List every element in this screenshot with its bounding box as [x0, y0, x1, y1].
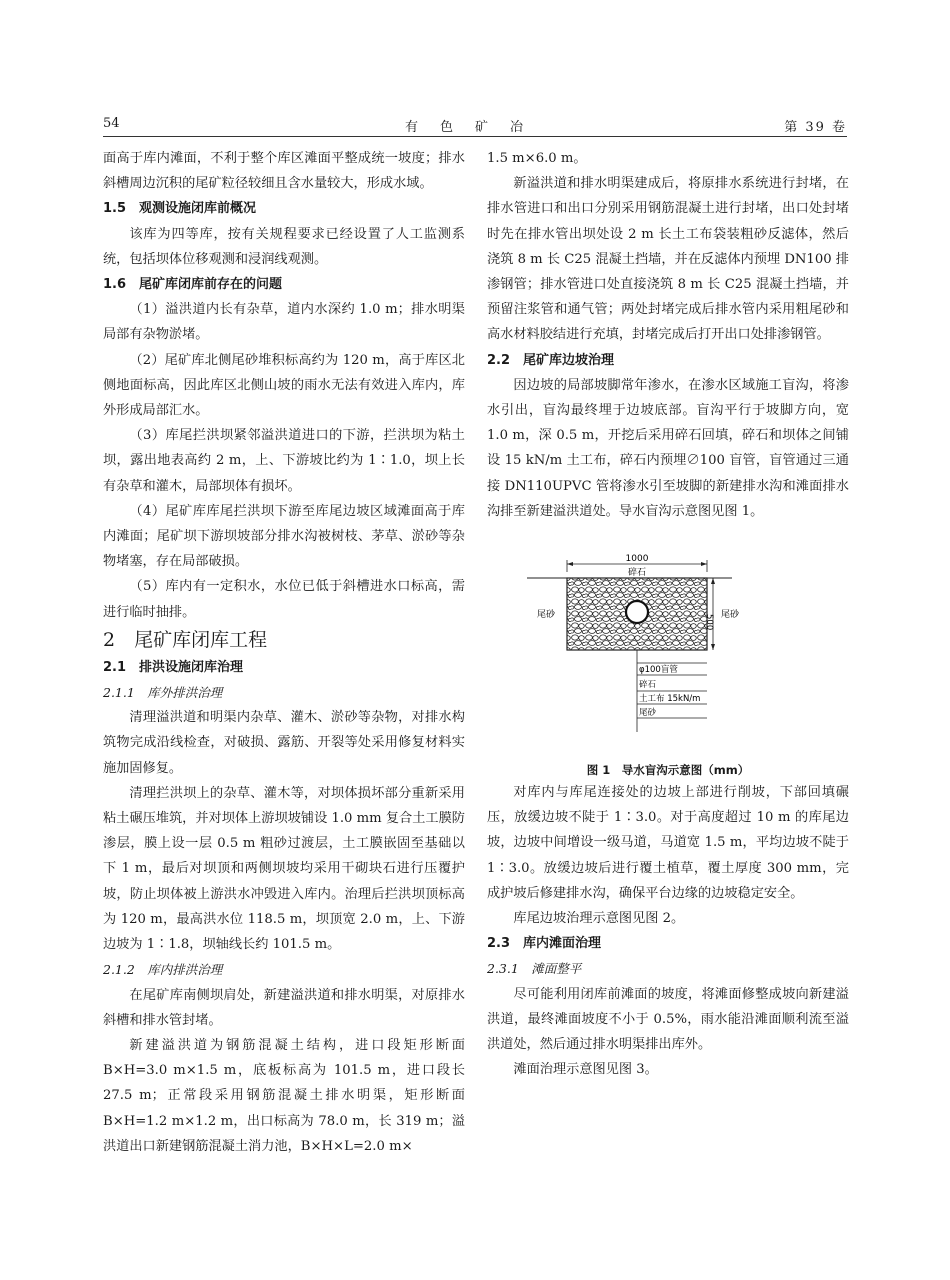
list-item: （2）尾矿库北侧尾砂堆积标高约为 120 m，高于库区北侧地面标高，因此库区北侧山坡的雨水无法有效进入库内，库外形成局部汇水。 — [103, 352, 465, 419]
list-item: （4）尾矿库库尾拦洪坝下游至库尾边坡区域滩面高于库内滩面；尾矿坝下游坝坡部分排水沟被树枝、茅草、淤砂等杂物堵塞，存在局部破损。 — [103, 503, 465, 570]
paragraph: 库尾边坡治理示意图见图 2。 — [513, 911, 685, 927]
gravel-top-label: 碎石 — [627, 568, 647, 579]
paragraph: 该库为四等库，按有关规程要求已经设置了人工监测系统，包括坝体位移观测和浸润线观测。 — [103, 226, 465, 267]
list-item: （1）溢洪道内长有杂草，道内水深约 1.0 m；排水明渠局部有杂物淤堵。 — [103, 302, 465, 343]
paragraph: 因边坡的局部坡脚常年渗水，在渗水区域施工盲沟，将渗水引出，盲沟最终埋于边坡底部。盲沟平行于坡脚方向，宽 1.0 m，深 0.5 m，开挖后采用碎石回填，碎石和坝体之间铺设 15 kN/m 土工布，碎石内预埋∅100 盲管，盲管通过三通接 DN110UPVC 管将渗水引至坡脚的新建排水沟和滩面排水沟排至新建溢洪道处。导水盲沟示意图见图 1。 — [487, 377, 849, 519]
page-number: 54 — [103, 116, 120, 131]
section-heading-2-2: 2.2 尾矿库边坡治理 — [487, 352, 615, 368]
list-item: （5）库内有一定积水，水位已低于斜槽进水口标高，需进行临时抽排。 — [103, 579, 465, 620]
paragraph: 尽可能利用闭库前滩面的坡度，将滩面修整成坡向新建溢洪道，最终滩面坡度不小于 0.5%，雨水能沿滩面顺利流至溢洪道处，然后通过排水明渠排出库外。 — [487, 986, 849, 1053]
blind-ditch-diagram — [487, 550, 849, 760]
journal-title: 有色矿冶 — [404, 120, 545, 135]
legend-blind-pipe: φ100盲管 — [639, 665, 678, 676]
paragraph: 新溢洪道和排水明渠建成后，将原排水系统进行封堵，在排水管进口和出口分别采用钢筋混凝土进行封堵，出口处封堵时先在排水管出坝处设 2 m 长土工布袋装粗砂反滤体，然后浇筑 8 m 长 C25 混凝土挡墙，并在反滤体内预埋 DN100 排渗钢管；排水管进口处直接浇筑 8 m 长 C25 混凝土挡墙，并预留注浆管和通气管；两处封堵完成后排水管内采用粗尾砂和高水材料胶结进行充填，封堵完成后打开出口处排渗钢管。 — [487, 176, 849, 343]
section-heading-1-5: 1.5 观测设施闭库前概况 — [103, 201, 257, 217]
page-header — [103, 114, 847, 137]
subsection-heading-2-1-2: 2.1.2 库内排洪治理 — [103, 962, 223, 978]
section-heading-1-6: 1.6 尾矿库闭库前存在的问题 — [103, 277, 283, 293]
right-tailings-label: 尾砂 — [721, 610, 740, 621]
paragraph: 面高于库内滩面，不利于整个库区滩面平整成统一坡度；排水斜槽周边沉积的尾矿粒径较细且含水量较大，形成水域。 — [103, 151, 465, 192]
list-item: （3）库尾拦洪坝紧邻溢洪道进口的下游，拦洪坝为粘土坝，露出地表高约 2 m，上、下游坡比约为 1∶1.0，坝上长有杂草和灌木，局部坝体有损坏。 — [103, 428, 465, 494]
legend-geotextile: 土工布 15kN/m — [639, 694, 701, 705]
chapter-heading-2: 2 尾矿库闭库工程 — [103, 628, 268, 651]
right-column — [487, 146, 849, 1082]
subsection-heading-2-1-1: 2.1.1 库外排洪治理 — [103, 685, 223, 701]
legend-tailings: 尾砂 — [639, 708, 657, 719]
left-tailings-label: 尾砂 — [537, 610, 556, 621]
paragraph: 新建溢洪道为钢筋混凝土结构，进口段矩形断面 B×H=3.0 m×1.5 m，底板标高为 101.5 m，进口段长 27.5 m；正常段采用钢筋混凝土排水明渠，矩形断面 B×H=1.2 m×1.2 m，出口标高为 78.0 m，长 319 m；溢洪道出口新建钢筋混凝土消力池，B×H×L=2.0 m× — [103, 1037, 465, 1154]
blind-pipe — [626, 601, 648, 623]
paragraph: 在尾矿库南侧坝肩处，新建溢洪道和排水明渠，对原排水斜槽和排水管封堵。 — [103, 987, 465, 1028]
left-column — [103, 146, 465, 1159]
figure-1-blind-ditch — [487, 550, 849, 760]
paragraph: 滩面治理示意图见图 3。 — [513, 1062, 658, 1078]
section-heading-2-3: 2.3 库内滩面治理 — [487, 936, 602, 952]
volume-label: 第 39 卷 — [784, 120, 847, 135]
paragraph: 对库内与库尾连接处的边坡上部进行削坡，下部回填碾压，放缓边坡不陡于 1∶3.0。对于高度超过 10 m 的库尾边坡，边坡中间增设一级马道，马道宽 1.5 m，平均边坡不陡于 1∶3.0。放缓边坡后进行覆土植草，覆土厚度 300 mm，完成护坡后修建排水沟，确保平台边缘的边坡稳定安全。 — [487, 785, 849, 901]
legend-gravel: 碎石 — [639, 680, 657, 691]
dim-height-label: 500 — [704, 614, 714, 631]
subsection-heading-2-3-1: 2.3.1 滩面整平 — [487, 961, 582, 977]
paragraph: 清理溢洪道和明渠内杂草、灌木、淤砂等杂物，对排水构筑物完成沿线检查，对破损、露筋、开裂等处采用修复材料实施加固修复。 — [103, 710, 465, 776]
dim-width-label: 1000 — [625, 554, 649, 565]
paragraph: 清理拦洪坝上的杂草、灌木等，对坝体损坏部分重新采用粘土碾压堆筑，并对坝体上游坝坡铺设 1.0 mm 复合土工膜防渗层，膜上设一层 0.5 m 粗砂过渡层，土工膜嵌固至基础以下 1 m，最后对坝顶和两侧坝坡均采用干砌块石进行压覆护坡，防止坝体被上游洪水冲毁进入库内。治理后拦洪坝顶标高为 120 m，最高洪水位 118.5 m，坝顶宽 2.0 m，上、下游边坡为 1∶1.8，坝轴线长约 101.5 m。 — [103, 785, 465, 953]
figure-1-caption: 图 1 导水盲沟示意图（mm） — [586, 763, 750, 778]
paragraph: 1.5 m×6.0 m。 — [487, 151, 587, 166]
section-heading-2-1: 2.1 排洪设施闭库治理 — [103, 659, 244, 675]
